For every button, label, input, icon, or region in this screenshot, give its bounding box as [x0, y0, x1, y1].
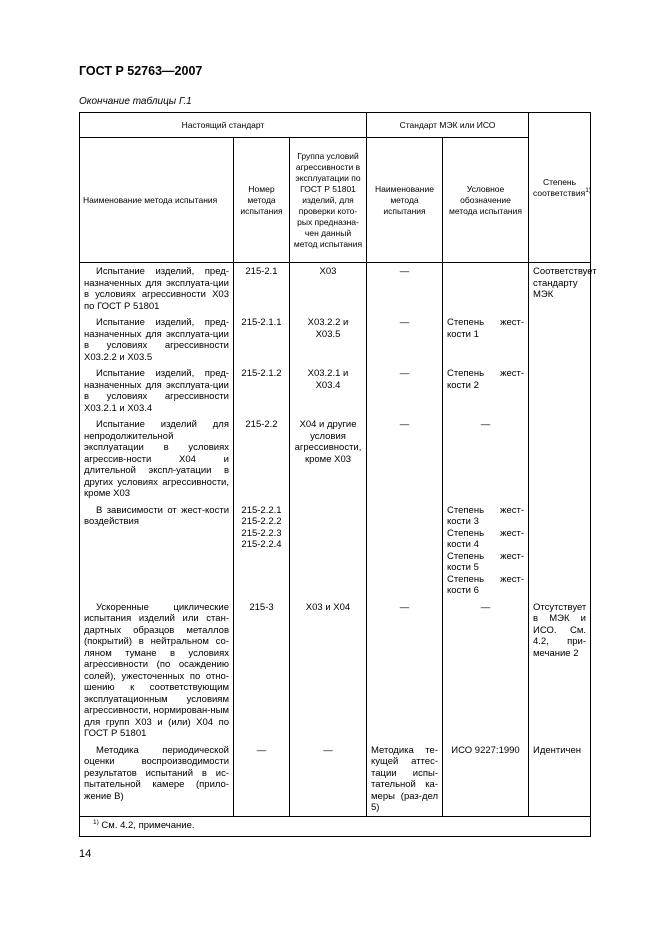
method-number: 215-2.2.1 [241, 504, 282, 516]
method-number: 215-2.2.3 [241, 527, 282, 539]
method-number: 215-2.2.2 [241, 516, 282, 527]
header-iec-method-name: Наименование метода испытания [367, 138, 443, 263]
method-name: Испытание изделий, пред-назначенных для эксплуата-ции в условиях агрессивности Х03.2.2 и Х03.5 [80, 314, 234, 365]
method-number: 215-2.1.2 [234, 365, 290, 416]
method-designation: Степень жест-кости 1 [443, 314, 529, 365]
method-number: 215-2.1.1 [234, 314, 290, 365]
table-row [80, 314, 591, 365]
aggressiveness-group: Х04 и другие условия агрессивности, кроме Х03 [290, 416, 367, 502]
table-row [80, 263, 591, 315]
compliance-degree: Отсутствует в МЭК и ИСО. См. 4.2, при-мечание 2 [529, 599, 591, 742]
method-number: 215-2.1 [234, 263, 290, 315]
header-aggressiveness-group: Группа условий агрессивности в эксплуатации по ГОСТ Р 51801 изделий, для проверки кото-рых предназна-чен данный метод испытания [290, 138, 367, 263]
header-method-name: Наименование метода испытания [80, 138, 234, 263]
table-row [80, 502, 591, 599]
aggressiveness-group [290, 502, 367, 599]
compliance-degree: Соответствует стандарту МЭК [529, 263, 591, 315]
method-name: Испытание изделий, пред-назначенных для эксплуата-ции в условиях агрессивности Х03 по ГОСТ Р 51801 [80, 263, 234, 315]
standards-table [79, 112, 597, 837]
method-designation: Степень жест-кости 5 [447, 550, 524, 573]
compliance-degree [529, 416, 591, 502]
table-caption: Окончание таблицы Г.1 [79, 96, 192, 107]
table-row [80, 365, 591, 416]
method-name: Ускоренные циклические испытания изделий или стан-дартных образцов металлов (покрытий) в нейтральном со-ляном тумане в условиях агрессивности (по осаждению солей), ужесточенных по отно-шению к соответствующим эксплуатационным условиям агрессивности, нормирован-ным для групп Х03 и (или) Х04 по ГОСТ Р 51801 [80, 599, 234, 742]
aggressiveness-group: Х03.2.2 и Х03.5 [290, 314, 367, 365]
method-designation [443, 263, 529, 315]
method-designation: — [443, 599, 529, 742]
method-designation: — [443, 416, 529, 502]
method-number-list [234, 502, 290, 599]
method-name: Испытание изделий, пред-назначенных для эксплуата-ции в условиях агрессивности Х03.2.1 и Х03.4 [80, 365, 234, 416]
method-name: Методика периодической оценки воспроизводимости результатов испытаний в ис-пытательной камере (прило-жение В) [80, 742, 234, 817]
iec-method-name: — [367, 416, 443, 502]
document-title: ГОСТ Р 52763—2007 [79, 64, 203, 78]
iec-method-name: — [367, 314, 443, 365]
method-designation: Степень жест-кости 3 [447, 504, 524, 527]
table-row [80, 416, 591, 502]
header-method-number: Номер метода испытания [234, 138, 290, 263]
method-designation: Степень жест-кости 4 [447, 527, 524, 550]
table-row [80, 599, 591, 742]
method-designation: Степень жест-кости 2 [443, 365, 529, 416]
aggressiveness-group: Х03.2.1 и Х03.4 [290, 365, 367, 416]
compliance-degree [529, 365, 591, 416]
method-designation-list [443, 502, 529, 599]
aggressiveness-group: Х03 [290, 263, 367, 315]
method-number: 215-2.2 [234, 416, 290, 502]
method-name: Испытание изделий для непродолжительной эксплуатации в условиях агрессив-ности Х04 и длительной экспл-уатации в других условиях агрессивности, кроме Х03 [80, 416, 234, 502]
compliance-degree: Идентичен [529, 742, 591, 817]
iec-method-name: — [367, 599, 443, 742]
header-iec-iso-standard: Стандарт МЭК или ИСО [367, 113, 529, 138]
compliance-degree [529, 314, 591, 365]
method-number: 215-2.2.4 [241, 539, 282, 550]
iec-method-name: Методика те-кущей аттес-тации испы-тательной ка-меры (раз-дел 5) [367, 742, 443, 817]
table-footnote: $^{1)}$ См. 4.2, примечание. [80, 816, 591, 836]
iec-method-name: — [367, 365, 443, 416]
iec-method-name [367, 502, 443, 599]
iec-method-name: — [367, 263, 443, 315]
header-national-standard: Настоящий стандарт [80, 113, 367, 138]
page-number: 14 [79, 848, 92, 860]
table-row [80, 742, 591, 817]
compliance-degree [529, 502, 591, 599]
aggressiveness-group: Х03 и Х04 [290, 599, 367, 742]
aggressiveness-group: — [290, 742, 367, 817]
method-designation: Степень жест-кости 6 [447, 573, 524, 596]
header-compliance: Степень соответствия$^{1)}$ [529, 113, 591, 263]
header-method-designation: Условное обозначение метода испытания [443, 138, 529, 263]
method-number: — [234, 742, 290, 817]
method-designation: ИСО 9227:1990 [443, 742, 529, 817]
method-name: В зависимости от жест-кости воздействия [80, 502, 234, 599]
method-number: 215-3 [234, 599, 290, 742]
